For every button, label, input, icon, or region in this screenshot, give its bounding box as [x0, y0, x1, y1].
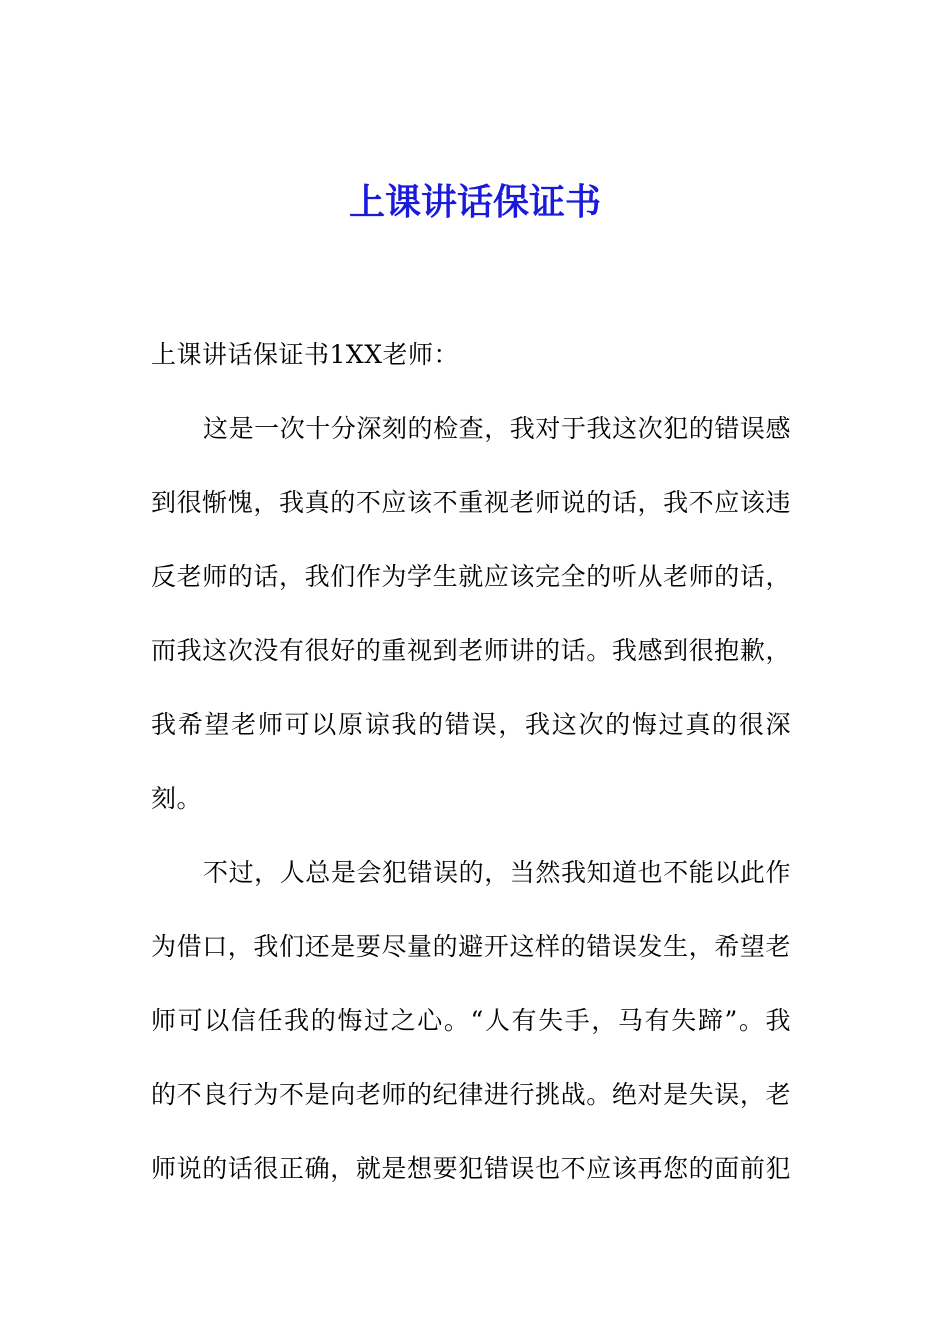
- paragraph-line: 而我这次没有很好的重视到老师讲的话。我感到很抱歉，: [151, 636, 791, 665]
- paragraph-line: 我希望老师可以原谅我的错误，我这次的悔过真的很深: [151, 710, 791, 739]
- document-body: [151, 330, 791, 1218]
- salutation-line: 上课讲话保证书1XX老师：: [151, 340, 460, 369]
- document-title: 上课讲话保证书: [348, 181, 601, 223]
- paragraph-line: 不过，人总是会犯错误的，当然我知道也不能以此作: [203, 858, 791, 887]
- paragraph-line: 刻。: [151, 784, 203, 813]
- paragraph-line: 为借口，我们还是要尽量的避开这样的错误发生，希望老: [151, 932, 791, 961]
- paragraph-line: 师说的话很正确，就是想要犯错误也不应该再您的面前犯: [151, 1154, 791, 1183]
- paragraph-line: 反老师的话，我们作为学生就应该完全的听从老师的话，: [151, 562, 791, 591]
- paragraph-line: 到很惭愧，我真的不应该不重视老师说的话，我不应该违: [151, 488, 791, 517]
- paragraph-line: 这是一次十分深刻的检查，我对于我这次犯的错误感: [203, 414, 791, 443]
- paragraph-line: 师可以信任我的悔过之心。“人有失手，马有失蹄”。我: [151, 1006, 791, 1035]
- paragraph-line: 的不良行为不是向老师的纪律进行挑战。绝对是失误，老: [151, 1080, 791, 1109]
